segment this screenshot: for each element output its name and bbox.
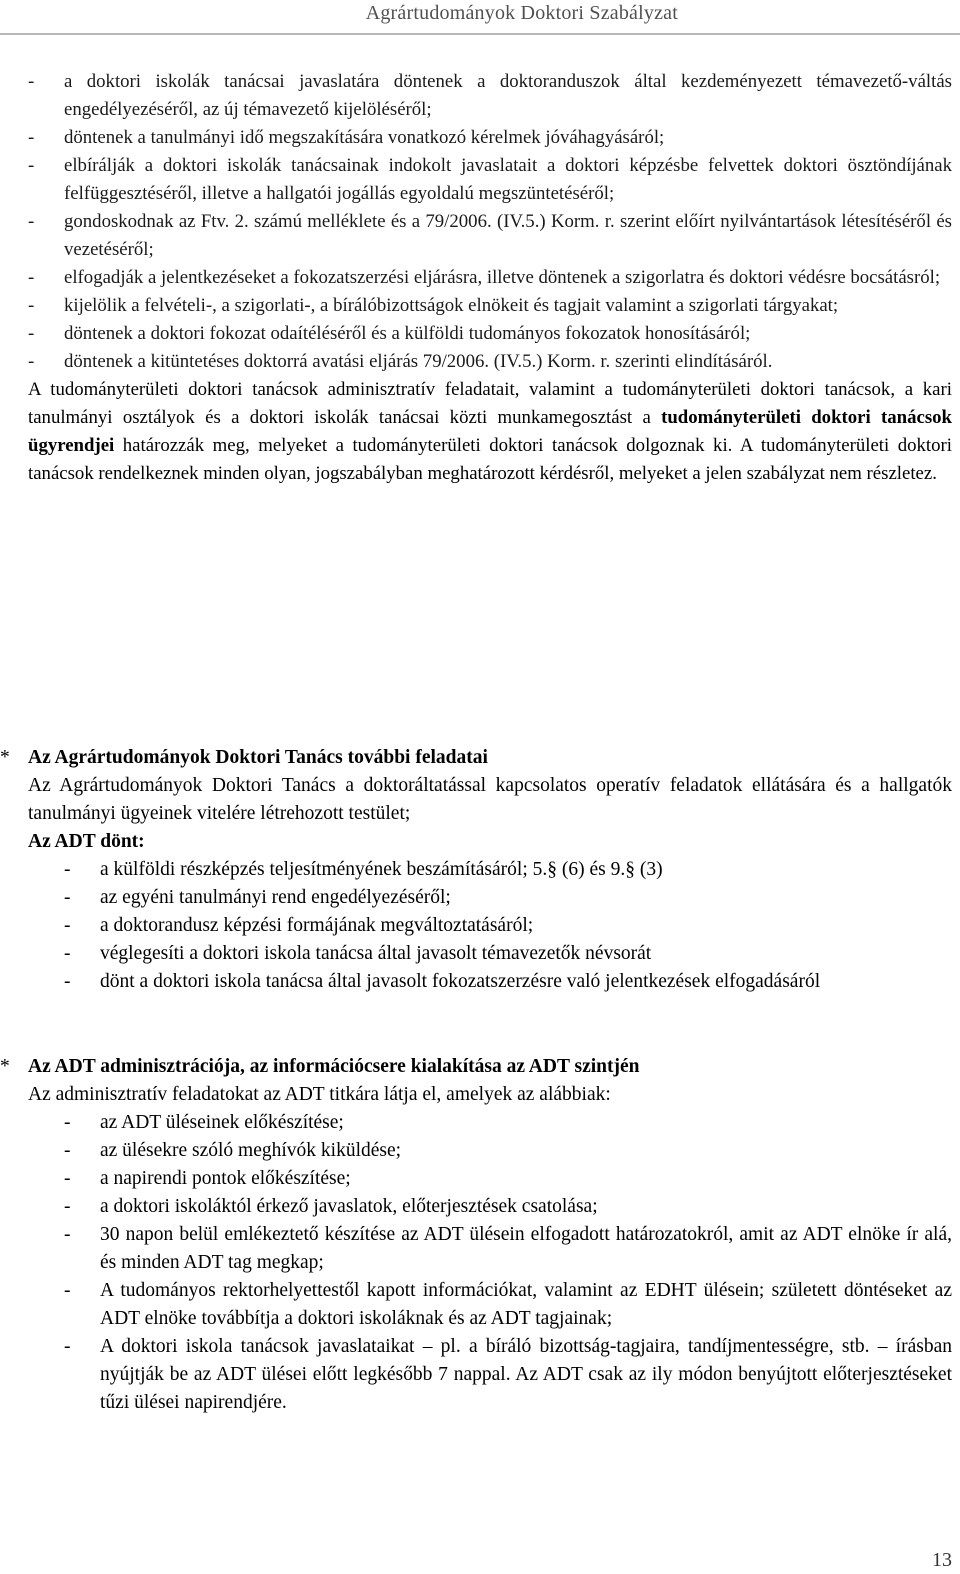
section-intro: Az adminisztratív feladatokat az ADT titkára látja el, amelyek az alábbiak: [28,1084,611,1105]
top-dash-list [28,68,952,376]
paragraph-bold-phrase: tudományterületi doktori tanácsok ügyrendjei [28,407,952,456]
section-subheading: Az ADT dönt: [28,831,145,852]
list-item [28,1193,952,1221]
dash-bullet: - [64,915,71,936]
list-item [28,292,952,320]
dash-bullet: - [64,887,71,908]
list-item [28,1277,952,1333]
dash-bullet: - [64,1280,71,1301]
paragraph-text-start: A tudományterületi doktori tanácsok adminisztratív feladatait, valamint a tudományterületi doktori tanácsok, a kari tanulmányi osztályok és a doktori iskolák tanácsai közti munkamegosztást a [28,379,952,428]
list-item-text: véglegesíti a doktori iskola tanácsa által javasolt témavezetők névsorát [100,943,652,964]
list-item [28,1109,952,1137]
header-divider [0,33,960,35]
section-intro: Az Agrártudományok Doktori Tanács a doktoráltatással kapcsolatos operatív feladatok ellátására és a hallgatók tanulmányi ügyeinek vitelére létrehozott testület; [28,775,952,824]
list-item [28,208,952,264]
list-item-text: a külföldi részképzés teljesítményének beszámításáról; 5.§ (6) és 9.§ (3) [100,859,663,880]
list-item-text: A tudományos rektorhelyettestől kapott információkat, valamint az EDHT ülésein; született döntéseket az ADT elnöke továbbítja a doktori iskoláknak és az ADT tagjainak; [100,1280,952,1329]
dash-bullet: - [64,1336,71,1357]
list-item [28,264,952,292]
list-item [28,320,952,348]
dash-bullet: - [64,943,71,964]
dash-bullet: - [28,323,35,344]
list-item-text: az ülésekre szóló meghívók kiküldése; [100,1140,402,1161]
top-content [28,68,952,488]
dash-bullet: - [64,971,71,992]
list-item-text: a doktorandusz képzési formájának megváltoztatásáról; [100,915,534,936]
list-item-text: döntenek a tanulmányi idő megszakítására vonatkozó kérelmek jóváhagyásáról; [64,127,665,148]
dash-bullet: - [28,267,35,288]
section-title [0,1053,952,1081]
list-item-text: elbírálják a doktori iskolák tanácsainak indokolt javaslatait a doktori képzésbe felvettek doktori ösztöndíjának felfüggesztéséről, illetve a hallgatói jogállás egyoldalú megszüntetéséről; [64,155,952,204]
dash-bullet: - [64,1140,71,1161]
page-number: 13 [932,1549,952,1571]
section-title-text: Az Agrártudományok Doktori Tanács további feladatai [28,747,488,768]
list-item-text: döntenek a kitüntetéses doktorrá avatási eljárás 79/2006. (IV.5.) Korm. r. szerinti elindításáról. [64,351,773,372]
list-item [28,912,952,940]
list-item-text: 30 napon belül emlékeztető készítése az ADT ülésein elfogadott határozatokról, amit az ADT elnöke ír alá, és minden ADT tag megkap; [100,1224,952,1273]
list-item [28,348,952,376]
list-item-text: kijelölik a felvételi-, a szigorlati-, a bírálóbizottságok elnökeit és tagjait valamint a szigorlati tárgyakat; [64,295,839,316]
running-header: Agrártudományok Doktori Szabályzat [365,2,678,24]
section-adt-tasks [0,744,952,996]
dash-bullet: - [64,1196,71,1217]
dash-bullet: - [28,295,35,316]
dash-bullet: - [64,859,71,880]
list-item-text: dönt a doktori iskola tanácsa által javasolt fokozatszerzésre való jelentkezések elfogadásáról [100,971,821,992]
list-item-text: elfogadják a jelentkezéseket a fokozatszerzési eljárásra, illetve döntenek a szigorlatra és doktori védésre bocsátásról; [64,267,941,288]
list-item [28,1137,952,1165]
list-item-text: az ADT üléseinek előkészítése; [100,1112,344,1133]
dash-bullet: - [28,71,35,92]
dash-bullet: - [28,211,35,232]
list-item-text: az egyéni tanulmányi rend engedélyezéséről; [100,887,451,908]
list-item [28,124,952,152]
section-adt-administration [0,1053,952,1417]
list-item-text: a napirendi pontok előkészítése; [100,1168,351,1189]
list-item [28,884,952,912]
list-item [28,968,952,996]
list-item [28,1333,952,1417]
section-marker: * [0,1056,10,1077]
section-marker: * [0,747,10,768]
section-title-text: Az ADT adminisztrációja, az információcsere kialakítása az ADT szintjén [28,1056,640,1077]
body-paragraph [28,376,952,488]
list-item [28,68,952,124]
list-item [28,940,952,968]
dash-bullet: - [64,1168,71,1189]
paragraph-text-end: határozzák meg, melyeket a tudományterületi doktori tanácsok dolgoznak ki. A tudományterületi doktori tanácsok rendelkeznek minden olyan, jogszabályban meghatározott kérdésről, melyeket a jelen szabályzat nem részletez. [28,435,952,484]
list-item [28,152,952,208]
dash-bullet: - [28,127,35,148]
list-item-text: a doktori iskoláktól érkező javaslatok, előterjesztések csatolása; [100,1196,598,1217]
list-item [28,1221,952,1277]
adt-decision-list [28,856,952,996]
dash-bullet: - [28,351,35,372]
dash-bullet: - [64,1224,71,1245]
list-item-text: A doktori iskola tanácsok javaslataikat – pl. a bíráló bizottság-tagjaira, tandíjmentességre, stb. – írásban nyújtják be az ADT ülései előtt legkésőbb 7 nappal. Az ADT csak az ily módon benyújtott előterjesztéseket tűzi ülései napirendjére. [100,1336,952,1413]
dash-bullet: - [64,1112,71,1133]
dash-bullet: - [28,155,35,176]
list-item-text: gondoskodnak az Ftv. 2. számú melléklete és a 79/2006. (IV.5.) Korm. r. szerint előírt nyilvántartások létesítéséről és vezetéséről; [64,211,952,260]
list-item [28,1165,952,1193]
admin-task-list [28,1109,952,1417]
list-item-text: döntenek a doktori fokozat odaítéléséről és a külföldi tudományos fokozatok honosításáról; [64,323,751,344]
list-item-text: a doktori iskolák tanácsai javaslatára döntenek a doktoranduszok által kezdeményezett témavezető-váltás engedélyezéséről, az új témavezető kijelöléséről; [64,71,952,120]
list-item [28,856,952,884]
section-title [0,744,952,772]
